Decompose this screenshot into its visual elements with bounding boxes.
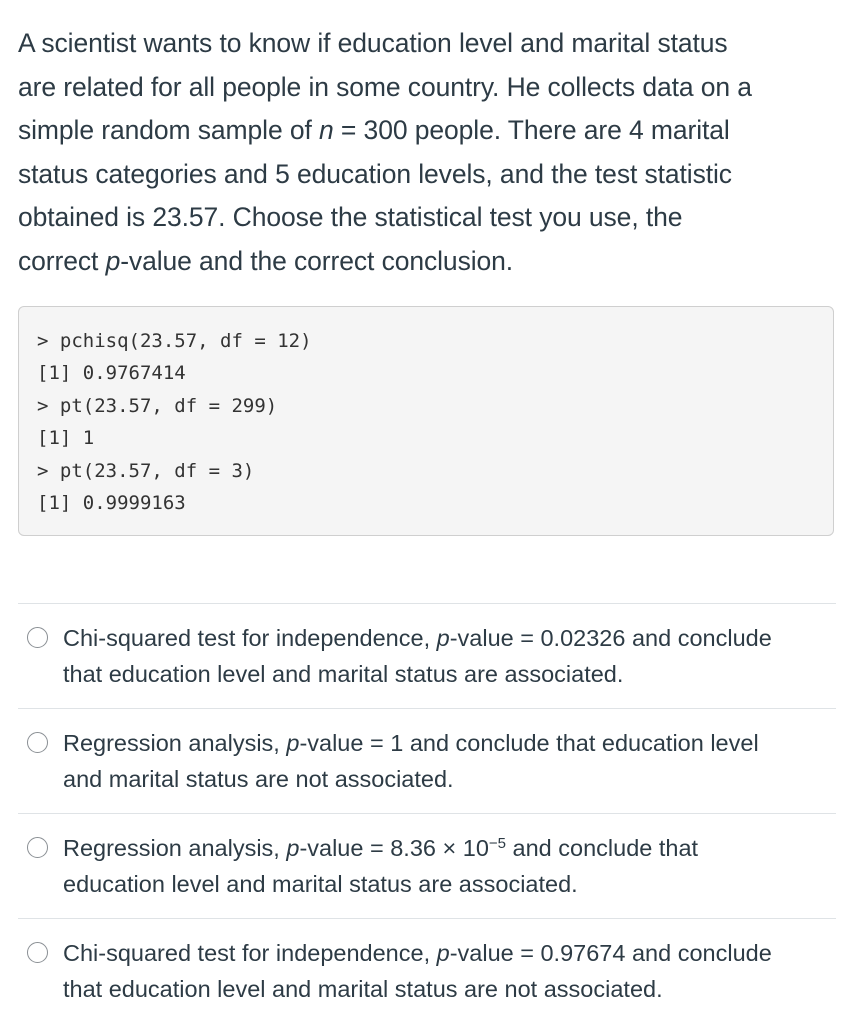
question-line: status categories and 5 education levels, and the test statistic: [18, 158, 732, 189]
answer-option-2[interactable]: [18, 708, 836, 813]
radio-button[interactable]: [27, 627, 48, 648]
code-line: [1] 0.9999163: [37, 492, 186, 515]
question-text-fragment: simple random sample of: [18, 115, 320, 145]
code-line: [1] 0.9767414: [37, 362, 186, 385]
answer-text-fragment: and conclude that: [506, 835, 699, 861]
answer-text-fragment: -value = 0.02326 and conclude: [449, 625, 772, 651]
answer-text-fragment: that education level and marital status are not associated.: [63, 976, 663, 1002]
question-line: A scientist wants to know if education level and marital status: [18, 28, 728, 58]
p-symbol: p: [436, 940, 450, 966]
answer-text-fragment: Chi-squared test for independence,: [63, 625, 437, 651]
answer-text-fragment: Regression analysis,: [63, 835, 287, 861]
answer-label[interactable]: [63, 935, 833, 1007]
answer-text-fragment: and marital status are not associated.: [63, 766, 454, 792]
answer-text-fragment: education level and marital status are associated.: [63, 871, 578, 897]
answer-label[interactable]: [63, 830, 833, 902]
n-symbol: n: [319, 115, 334, 145]
radio-button[interactable]: [27, 732, 48, 753]
question-line: are related for all people in some country. He collects data on a: [18, 71, 752, 102]
answer-label[interactable]: [63, 725, 833, 797]
answer-option-4[interactable]: [18, 918, 836, 1023]
answer-text-fragment: -value = 1 and conclude that education level: [299, 730, 759, 756]
answer-text-fragment: -value = 8.36 × 10: [299, 835, 489, 861]
code-line: [1] 1: [37, 427, 95, 450]
radio-button[interactable]: [27, 837, 48, 858]
answer-text-fragment: Regression analysis,: [63, 730, 287, 756]
answer-text-fragment: Chi-squared test for independence,: [63, 940, 437, 966]
answer-option-1[interactable]: [18, 603, 836, 708]
question-text-fragment: -value and the correct conclusion.: [120, 245, 514, 276]
code-line: > pt(23.57, df = 299): [37, 394, 278, 417]
question-text-fragment: = 300 people. There are 4 marital: [333, 115, 730, 145]
answer-list: [18, 603, 836, 1023]
p-symbol: p: [105, 245, 121, 276]
p-symbol: p: [436, 625, 450, 651]
p-symbol: p: [286, 835, 300, 861]
question-line: [18, 240, 833, 284]
code-line: > pt(23.57, df = 3): [37, 459, 255, 482]
radio-button[interactable]: [27, 942, 48, 963]
answer-label[interactable]: [63, 620, 833, 692]
r-code-output: [18, 306, 834, 536]
question-line: [18, 109, 833, 153]
code-line: > pchisq(23.57, df = 12): [37, 330, 312, 352]
p-symbol: p: [286, 730, 300, 756]
question-text: [18, 22, 833, 283]
exponent: −5: [488, 835, 506, 852]
answer-text-fragment: that education level and marital status are associated.: [63, 661, 624, 687]
answer-text-fragment: -value = 0.97674 and conclude: [449, 940, 772, 966]
answer-option-3[interactable]: [18, 813, 836, 918]
question-text-fragment: correct: [18, 245, 106, 276]
question-line: obtained is 23.57. Choose the statistical test you use, the: [18, 202, 683, 232]
